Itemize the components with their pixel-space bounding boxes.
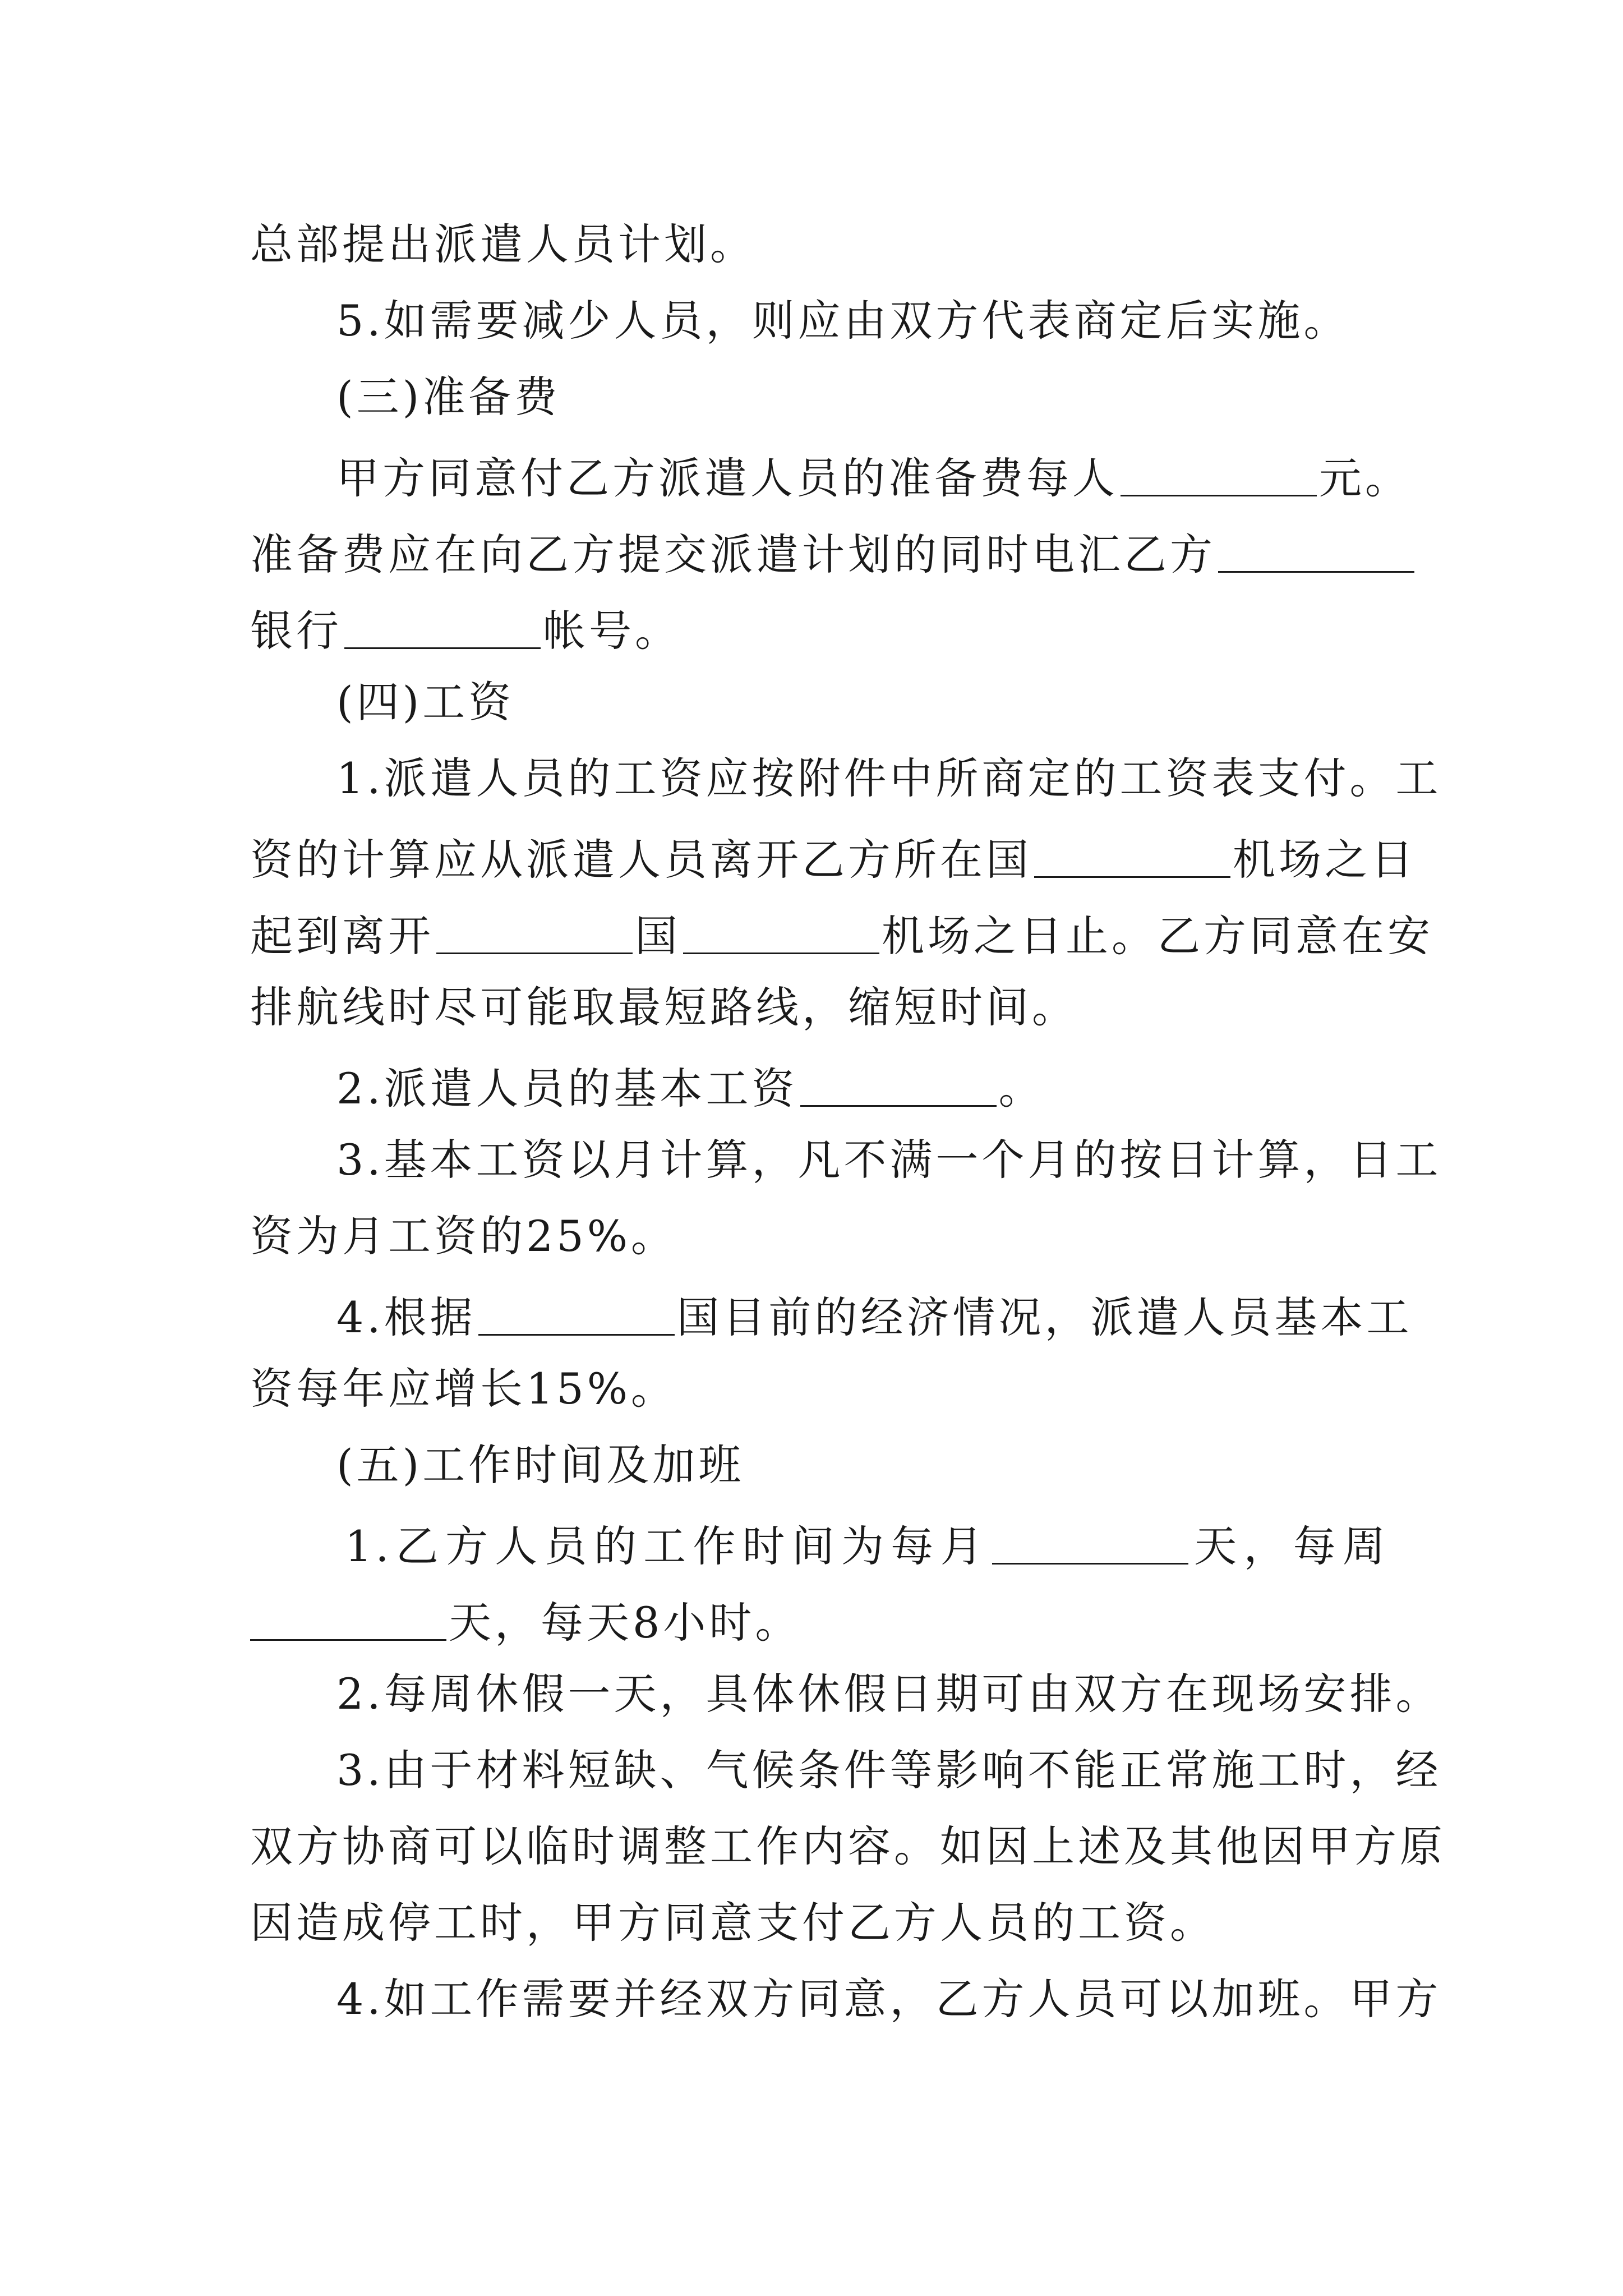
- text-line: 4.如工作需要并经双方同意，乙方人员可以加班。甲方: [336, 1974, 1442, 2024]
- text-line: 1.乙方人员的工作时间为每月 天，每周: [345, 1521, 1389, 1571]
- section-heading: (四)工资: [336, 677, 515, 727]
- fill-blank[interactable]: [800, 1062, 997, 1107]
- text-line: 天，每天8小时。: [250, 1596, 1389, 1644]
- text-line: 总部提出派遣人员计划。: [250, 219, 756, 269]
- text-line: 3.基本工资以月计算，凡不满一个月的按日计算，日工: [336, 1135, 1442, 1185]
- text-line: 4.根据 国目前的经济情况，派遣人员基本工: [336, 1292, 1413, 1342]
- section-heading: (五)工作时间及加班: [336, 1440, 745, 1490]
- fill-blank[interactable]: [683, 910, 879, 954]
- text-line: 资的计算应从派遣人员离开乙方所在国 机场之日: [250, 835, 1417, 885]
- text-line: 3.由于材料短缺、气候条件等影响不能正常施工时，经: [336, 1745, 1442, 1795]
- fill-blank[interactable]: [1218, 528, 1414, 573]
- fill-blank[interactable]: [1034, 834, 1230, 878]
- fill-blank[interactable]: [436, 910, 633, 954]
- text-line: 5.如需要减少人员，则应由双方代表商定后实施。: [336, 296, 1350, 346]
- section-heading: (三)准备费: [336, 372, 561, 422]
- text-line: 双方协商可以临时调整工作内容。如因上述及其他因甲方原: [250, 1821, 1446, 1871]
- text-line: 2.派遣人员的基本工资 。: [336, 1064, 1045, 1114]
- fill-blank[interactable]: [250, 1596, 446, 1641]
- fill-blank[interactable]: [992, 1520, 1188, 1565]
- text-line: 资每年应增长15%。: [250, 1364, 677, 1414]
- text-line: 排航线时尽可能取最短路线，缩短时间。: [250, 982, 1078, 1032]
- text-line: 银行 帐号。: [250, 606, 681, 656]
- text-line: 2.每周休假一天，具体休假日期可由双方在现场安排。: [336, 1669, 1442, 1719]
- text-line: 资为月工资的25%。: [250, 1211, 677, 1261]
- text-line: 准备费应在向乙方提交派遣计划的同时电汇乙方: [250, 528, 1389, 576]
- text-line: 1.派遣人员的工资应按附件中所商定的工资表支付。工: [336, 753, 1442, 803]
- text-line: 起到离开 国 机场之日止。乙方同意在安: [250, 911, 1433, 961]
- text-line: 甲方同意付乙方派遣人员的准备费每人 元。: [336, 453, 1411, 503]
- text-line: 因造成停工时，甲方同意支付乙方人员的工资。: [250, 1898, 1216, 1948]
- fill-blank[interactable]: [1121, 452, 1317, 496]
- fill-blank[interactable]: [478, 1291, 675, 1336]
- fill-blank[interactable]: [344, 605, 541, 649]
